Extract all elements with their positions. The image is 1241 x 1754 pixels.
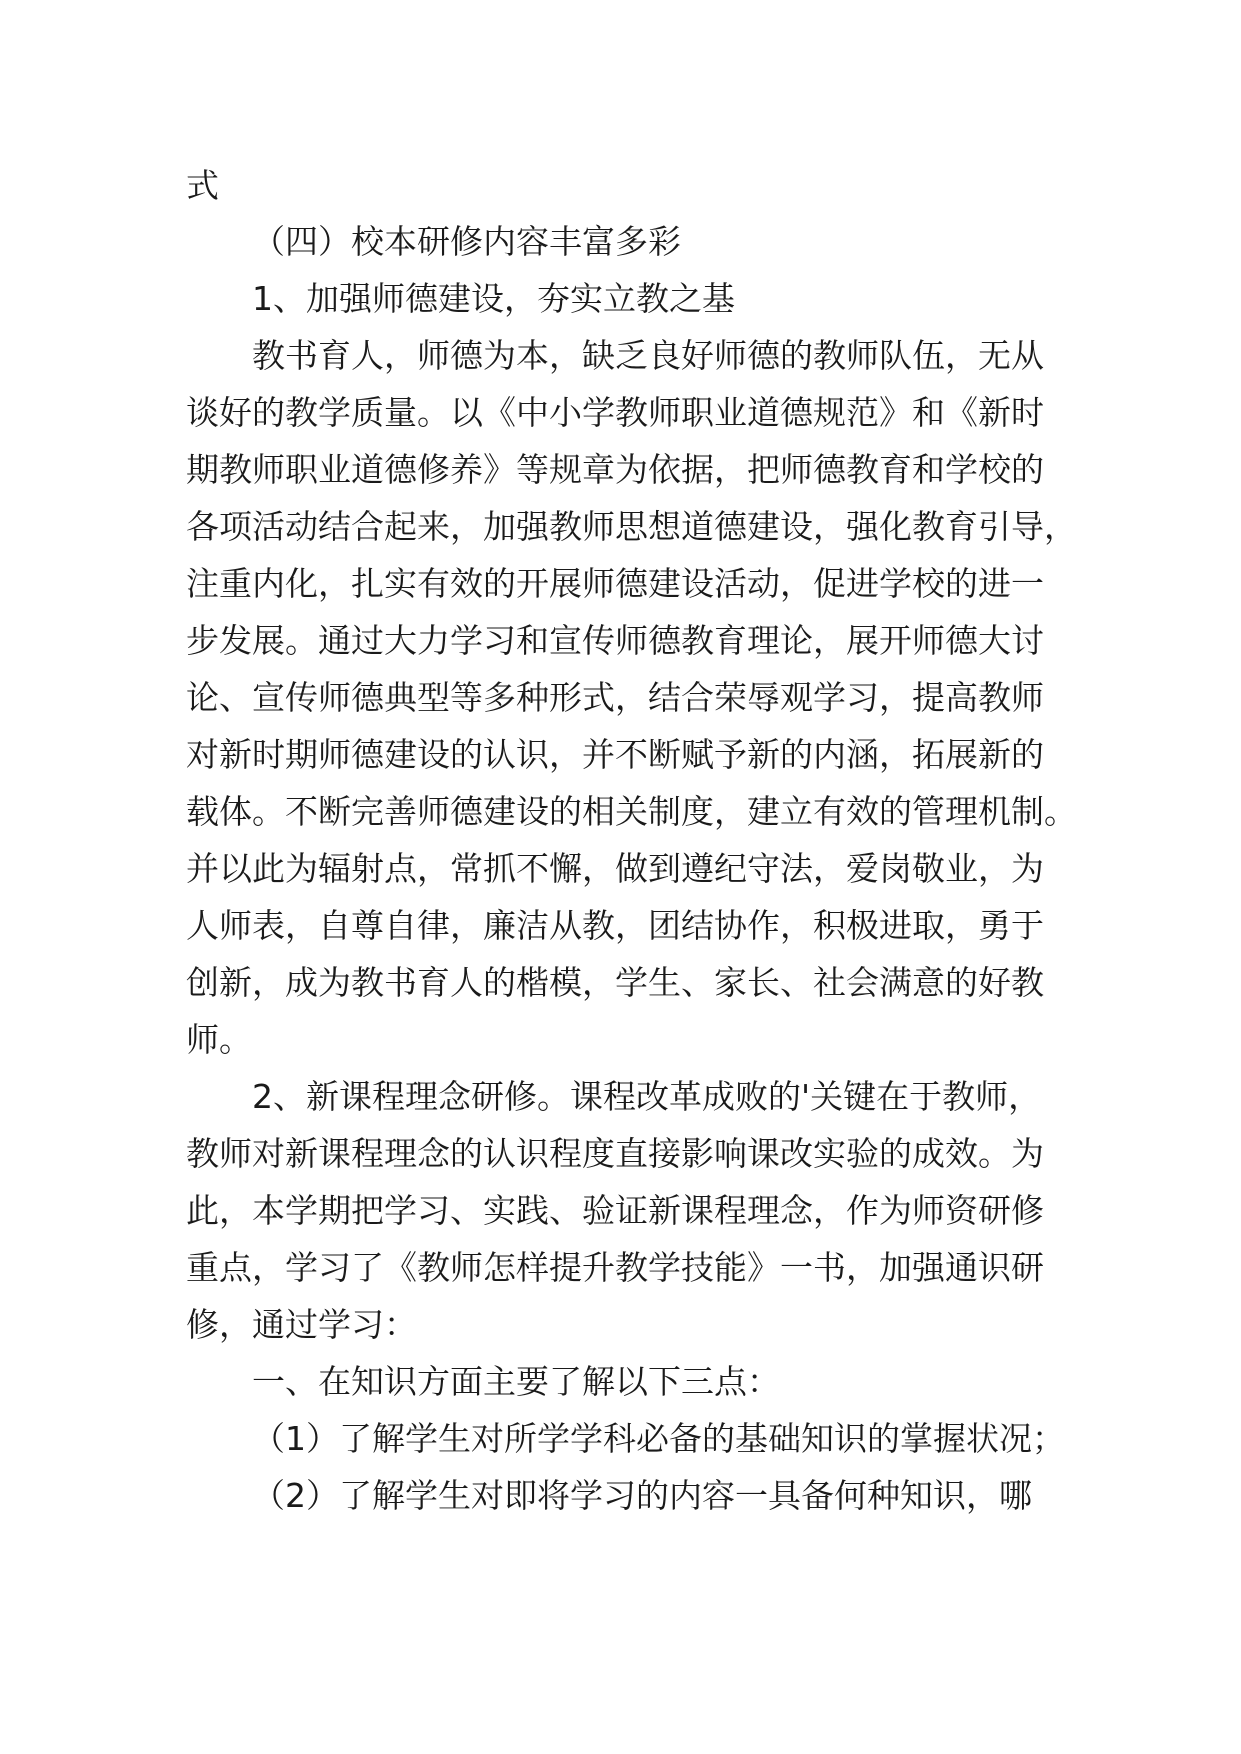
text-line: 一、在知识方面主要了解以下三点： [252,1362,780,1401]
list-item: （2）了解学生对即将学习的内容一具备何种知识，哪 [252,1476,1032,1515]
text-line: 注重内化，扎实有效的开展师德建设活动，促进学校的进一 [186,564,1044,603]
text-line: 期教师职业道德修养》等规章为依据，把师德教育和学校的 [186,450,1044,489]
text-line: 教师对新课程理念的认识程度直接影响课改实验的成效。为 [186,1134,1044,1173]
text-line: 重点，学习了《教师怎样提升教学技能》一书，加强通识研 [186,1248,1044,1287]
text-line: 并以此为辐射点，常抓不懈，做到遵纪守法，爱岗敬业，为 [186,849,1044,888]
text-line: 2、新课程理念研修。课程改革成败的'关键在于教师， [252,1077,1042,1116]
text-line: 教书育人，师德为本，缺乏良好师德的教师队伍，无从 [252,336,1044,375]
text-line: 对新时期师德建设的认识，并不断赋予新的内涵，拓展新的 [186,735,1044,774]
text-line: 载体。不断完善师德建设的相关制度，建立有效的管理机制。 [186,792,1077,831]
text-line: 步发展。通过大力学习和宣传师德教育理论，展开师德大讨 [186,621,1044,660]
text-line: 谈好的教学质量。以《中小学教师职业道德规范》和《新时 [186,393,1044,432]
text-line: 师。 [186,1020,252,1059]
section-heading: （四）校本研修内容丰富多彩 [252,222,681,261]
text-line: 人师表，自尊自律，廉洁从教，团结协作，积极进取，勇于 [186,906,1044,945]
text-line: 修，通过学习： [186,1305,417,1344]
text-line: 论、宣传师德典型等多种形式，结合荣辱观学习，提高教师 [186,678,1044,717]
text-line: 创新，成为教书育人的楷模，学生、家长、社会满意的好教 [186,963,1044,1002]
text-line: 此，本学期把学习、实践、验证新课程理念，作为师资研修 [186,1191,1044,1230]
text-line: 各项活动结合起来，加强教师思想道德建设，强化教育引导， [186,507,1077,546]
subsection-heading: 1、加强师德建设，夯实立教之基 [252,279,735,318]
list-item: （1）了解学生对所学学科必备的基础知识的掌握状况； [252,1419,1065,1458]
text-line: 式 [186,166,219,205]
